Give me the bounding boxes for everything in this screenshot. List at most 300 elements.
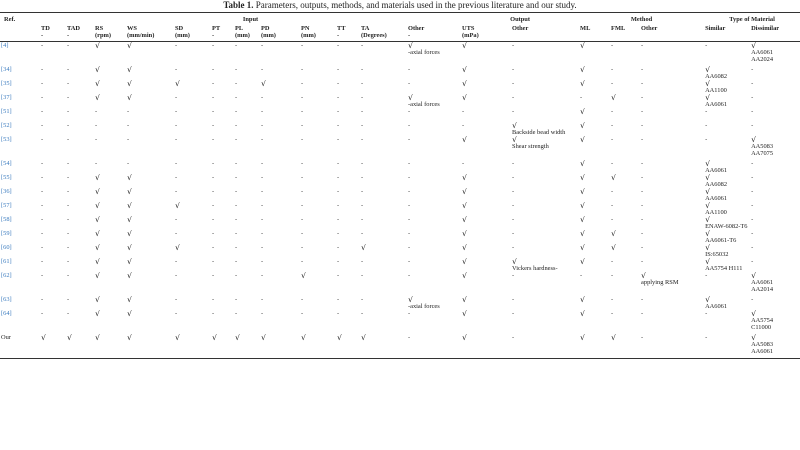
table-row	[0, 334, 800, 359]
table-row	[0, 174, 800, 188]
table-cell: √	[462, 230, 468, 238]
table-cell: -	[175, 66, 178, 73]
row-ref	[0, 80, 40, 94]
table-cell: -	[408, 122, 411, 129]
table-cell: -	[337, 136, 340, 143]
table-cell: -	[301, 188, 304, 195]
table-cell: -	[261, 230, 264, 237]
table-cell: -	[641, 136, 644, 143]
table-cell: -	[67, 80, 70, 87]
table-cell: -	[580, 272, 583, 279]
table-cell: √ AA6082	[705, 66, 728, 80]
table-cell: -	[705, 310, 708, 317]
table-cell: -	[67, 272, 70, 279]
table-cell: -	[408, 80, 411, 87]
reference-link[interactable]: [63]	[1, 296, 12, 303]
table-cell: √	[361, 244, 367, 252]
table-cell: -	[67, 174, 70, 181]
table-cell: -	[235, 80, 238, 87]
table-cell: √	[95, 216, 101, 224]
column-header	[94, 25, 126, 42]
table-cell: -	[705, 42, 708, 49]
table-cell: -	[408, 310, 411, 317]
table-cell: -	[512, 42, 515, 49]
table-cell: √ AA5754 C11000	[751, 310, 774, 331]
table-cell: -	[41, 202, 44, 209]
table-cell: -	[512, 216, 515, 223]
table-row	[0, 296, 800, 310]
table-cell: -	[611, 66, 614, 73]
table-cell: √	[95, 334, 101, 342]
table-cell: -	[408, 174, 411, 181]
column-header	[610, 25, 640, 42]
table-cell: √	[67, 334, 73, 342]
table-cell: √	[462, 66, 468, 74]
table-cell: -	[361, 42, 364, 49]
table-cell: -	[512, 80, 515, 87]
table-cell: √ Vickers hardness-	[512, 258, 558, 272]
table-cell: -	[611, 310, 614, 317]
table-cell: -	[41, 108, 44, 115]
table-cell: √ AA6061	[705, 160, 728, 174]
reference-link: Our	[1, 334, 11, 341]
column-header	[40, 25, 66, 42]
table-row	[0, 258, 800, 272]
table-cell: -	[235, 174, 238, 181]
column-header-label: TT	[337, 25, 346, 32]
table-cell: √	[580, 216, 586, 224]
column-header-label: PT	[212, 25, 221, 32]
table-cell: -	[41, 122, 44, 129]
table-row	[0, 244, 800, 258]
table-cell: -	[408, 66, 411, 73]
reference-link[interactable]: [58]	[1, 216, 12, 223]
table-cell: -	[41, 296, 44, 303]
table-cell: -	[408, 216, 411, 223]
table-cell: -	[261, 202, 264, 209]
reference-link[interactable]: [57]	[1, 202, 12, 209]
table-cell: -	[337, 310, 340, 317]
table-cell: √	[212, 334, 218, 342]
table-cell: -	[337, 42, 340, 49]
table-cell: -	[337, 160, 340, 167]
table-cell: -	[641, 216, 644, 223]
table-cell: -	[512, 188, 515, 195]
table-cell: -	[751, 94, 754, 101]
table-cell: -	[41, 244, 44, 251]
column-header-label: WS	[127, 25, 137, 32]
table-cell: -	[641, 160, 644, 167]
reference-link[interactable]: [51]	[1, 108, 12, 115]
table-cell: √	[580, 66, 586, 74]
table-cell: -	[462, 122, 465, 129]
table-cell: -	[301, 136, 304, 143]
row-ref	[0, 230, 40, 244]
table-cell: √ -axial forces	[408, 296, 440, 310]
table-cell: √	[580, 188, 586, 196]
table-cell: -	[301, 42, 304, 49]
table-cell: -	[175, 42, 178, 49]
table-cell: -	[408, 258, 411, 265]
table-cell: -	[67, 258, 70, 265]
table-cell: -	[301, 202, 304, 209]
table-cell: √	[175, 244, 181, 252]
table-cell: √	[95, 174, 101, 182]
table-cell: √	[175, 334, 181, 342]
table-cell: √	[462, 80, 468, 88]
table-cell: -	[361, 216, 364, 223]
table-cell: -	[751, 122, 754, 129]
table-cell: -	[361, 66, 364, 73]
column-header	[640, 25, 704, 42]
column-header-label: RS	[95, 25, 104, 32]
column-header-unit: -	[67, 32, 70, 39]
column-header-label: Other	[512, 25, 529, 32]
column-header-unit: (mPa)	[462, 32, 479, 39]
table-cell: √	[261, 80, 267, 88]
reference-link[interactable]: [60]	[1, 244, 12, 251]
column-header	[234, 25, 260, 42]
table-cell: -	[175, 272, 178, 279]
column-header-label: UTS	[462, 25, 475, 32]
table-cell: -	[641, 42, 644, 49]
table-cell: -	[361, 188, 364, 195]
table-cell: -	[301, 258, 304, 265]
table-cell: -	[641, 66, 644, 73]
table-cell: -	[705, 122, 708, 129]
table-cell: -	[41, 80, 44, 87]
column-header	[66, 25, 94, 42]
table-cell: -	[301, 216, 304, 223]
table-cell: -	[512, 244, 515, 251]
reference-link[interactable]: [37]	[1, 94, 12, 101]
table-cell: -	[41, 310, 44, 317]
column-header-unit: (mm)	[261, 32, 276, 39]
column-header-label: TAD	[67, 25, 81, 32]
table-cell: -	[212, 108, 215, 115]
header-output: Output	[510, 15, 530, 23]
table-cell: -	[751, 174, 754, 181]
table-cell: √ AA1100	[705, 80, 727, 94]
table-cell: -	[41, 160, 44, 167]
table-cell: -	[261, 42, 264, 49]
table-cell: -	[95, 108, 98, 115]
table-cell: -	[175, 174, 178, 181]
table-cell: -	[337, 94, 340, 101]
table-cell: -	[67, 160, 70, 167]
column-header-label: TD	[41, 25, 50, 32]
table-cell: -	[641, 258, 644, 265]
table-cell: √ AA6061 AA2014	[751, 272, 774, 293]
table-cell: -	[175, 160, 178, 167]
table-cell: -	[67, 216, 70, 223]
table-cell: -	[261, 216, 264, 223]
table-cell: -	[641, 244, 644, 251]
table-cell: -	[641, 174, 644, 181]
table-cell: -	[261, 174, 264, 181]
table-cell: -	[512, 272, 515, 279]
table-cell: √	[580, 230, 586, 238]
table-cell: -	[175, 188, 178, 195]
reference-link[interactable]: [55]	[1, 174, 12, 181]
table-cell: -	[175, 258, 178, 265]
row-ref	[0, 108, 40, 122]
table-cell: -	[235, 258, 238, 265]
table-cell: √	[462, 216, 468, 224]
table-cell: √	[337, 334, 343, 342]
table-cell: -	[361, 80, 364, 87]
column-header	[461, 25, 511, 42]
table-cell: -	[235, 122, 238, 129]
table-cell: -	[212, 310, 215, 317]
table-cell: √	[127, 230, 133, 238]
table-cell: -	[41, 272, 44, 279]
table-cell: √ AA5083 AA7075	[751, 136, 774, 157]
table-cell: √	[301, 272, 307, 280]
column-header	[407, 25, 461, 42]
table-cell: √ AA5754 H111	[705, 258, 743, 272]
table-row	[0, 216, 800, 230]
group-header-row	[0, 13, 800, 26]
table-cell: √	[580, 108, 586, 116]
table-cell: -	[235, 202, 238, 209]
table-cell: √	[175, 80, 181, 88]
table-cell: -	[751, 108, 754, 115]
column-header-unit: (mm)	[175, 32, 190, 39]
reference-link[interactable]: [36]	[1, 188, 12, 195]
table-cell: -	[235, 66, 238, 73]
reference-link[interactable]: [52]	[1, 122, 12, 129]
table-cell: √	[462, 174, 468, 182]
table-row	[0, 42, 800, 67]
table-cell: -	[67, 202, 70, 209]
table-cell: √	[127, 188, 133, 196]
table-cell: -	[301, 296, 304, 303]
table-cell: -	[512, 230, 515, 237]
row-ref	[0, 258, 40, 272]
table-cell: -	[212, 160, 215, 167]
table-cell: √	[95, 244, 101, 252]
table-cell: -	[611, 42, 614, 49]
column-header-unit: -	[337, 32, 340, 39]
table-cell: -	[41, 94, 44, 101]
header-method: Method	[630, 15, 653, 23]
table-cell: √	[127, 202, 133, 210]
reference-link[interactable]: [53]	[1, 136, 12, 143]
table-cell: √	[462, 188, 468, 196]
table-cell: √	[175, 202, 181, 210]
reference-link[interactable]: [35]	[1, 80, 12, 87]
table-cell: -	[512, 94, 515, 101]
table-cell: -	[301, 122, 304, 129]
reference-link[interactable]: [61]	[1, 258, 12, 265]
table-cell: -	[462, 160, 465, 167]
table-cell: -	[751, 258, 754, 265]
caption-text: Parameters, outputs, methods, and materials used in the previous literature and our study.	[255, 0, 577, 10]
table-cell: -	[611, 160, 614, 167]
column-header	[360, 25, 407, 42]
table-cell: -	[361, 108, 364, 115]
table-cell: -	[67, 188, 70, 195]
table-row	[0, 310, 800, 334]
table-cell: -	[212, 174, 215, 181]
table-cell: -	[337, 122, 340, 129]
table-cell: √ -axial forces	[408, 41, 440, 56]
column-header	[260, 25, 300, 42]
table-cell: √	[95, 94, 101, 102]
column-header-label: PN	[301, 25, 310, 32]
table-cell: -	[705, 334, 708, 341]
table-cell: -	[361, 94, 364, 101]
table-cell: -	[641, 310, 644, 317]
table-cell: -	[301, 230, 304, 237]
table-cell: -	[175, 296, 178, 303]
table-cell: -	[751, 244, 754, 251]
column-header	[126, 25, 174, 42]
column-header	[174, 25, 211, 42]
table-cell: -	[235, 42, 238, 49]
column-header-label: PD	[261, 25, 270, 32]
table-cell: -	[212, 272, 215, 279]
column-header	[336, 25, 360, 42]
table-row	[0, 188, 800, 202]
table-cell: -	[641, 296, 644, 303]
table-cell: -	[235, 188, 238, 195]
row-ref	[0, 188, 40, 202]
table-cell: √ AA5083 AA6061	[751, 334, 774, 355]
row-ref	[0, 244, 40, 258]
table-cell: √ Shear strength	[512, 136, 549, 150]
table-cell: -	[212, 80, 215, 87]
column-header-label: TA	[361, 25, 370, 32]
column-header-label: Dissimilar	[751, 25, 780, 32]
table-cell: √	[580, 244, 586, 252]
table-cell: √	[127, 310, 133, 318]
table-cell: -	[408, 244, 411, 251]
table-cell: -	[751, 296, 754, 303]
table-cell: -	[301, 244, 304, 251]
table-cell: -	[408, 202, 411, 209]
table-cell: √	[611, 334, 617, 342]
table-cell: -	[641, 230, 644, 237]
table-cell: -	[512, 66, 515, 73]
table-cell: -	[175, 310, 178, 317]
table-cell: -	[261, 244, 264, 251]
table-cell: -	[361, 160, 364, 167]
table-cell: -	[337, 174, 340, 181]
table-cell: -	[751, 66, 754, 73]
table-cell: -	[641, 202, 644, 209]
column-header-label: Similar	[705, 25, 726, 32]
table-cell: -	[641, 122, 644, 129]
reference-link[interactable]: [4]	[1, 42, 9, 49]
table-cell: -	[408, 272, 411, 279]
table-row	[0, 160, 800, 174]
column-header-label: PL	[235, 25, 244, 32]
table-cell: -	[512, 160, 515, 167]
row-ref	[0, 272, 40, 296]
table-cell: -	[301, 174, 304, 181]
table-cell: -	[408, 334, 411, 341]
column-header-label: Other	[408, 25, 425, 32]
table-cell: √	[361, 334, 367, 342]
table-cell: √	[95, 188, 101, 196]
table-cell: -	[512, 108, 515, 115]
table-row	[0, 108, 800, 122]
table-cell: -	[95, 136, 98, 143]
table-cell: √	[127, 258, 133, 266]
table-cell: -	[212, 202, 215, 209]
table-cell: -	[611, 122, 614, 129]
table-cell: -	[261, 188, 264, 195]
table-cell: √ Backside bead width	[512, 122, 566, 136]
table-cell: √	[580, 258, 586, 266]
table-cell: -	[261, 66, 264, 73]
table-body	[0, 42, 800, 359]
table-cell: -	[301, 80, 304, 87]
table-cell: -	[337, 202, 340, 209]
table-cell: √	[580, 296, 586, 304]
table-cell: -	[235, 136, 238, 143]
row-ref	[0, 136, 40, 160]
table-cell: -	[175, 216, 178, 223]
reference-link[interactable]: [59]	[1, 230, 12, 237]
table-cell: -	[67, 296, 70, 303]
row-ref	[0, 66, 40, 80]
table-cell: √	[611, 174, 617, 182]
table-cell: √	[462, 94, 468, 102]
table-row	[0, 202, 800, 216]
table-cell: -	[235, 230, 238, 237]
table-cell: √	[95, 66, 101, 74]
table-cell: -	[611, 258, 614, 265]
table-cell: -	[261, 136, 264, 143]
table-cell: -	[301, 160, 304, 167]
table-cell: √	[462, 296, 468, 304]
table-cell: -	[67, 230, 70, 237]
header-input: Input	[242, 15, 259, 23]
table-cell: -	[67, 108, 70, 115]
table-cell: -	[751, 230, 754, 237]
reference-link[interactable]: [64]	[1, 310, 12, 317]
table-cell: √	[611, 244, 617, 252]
table-cell: -	[41, 136, 44, 143]
table-cell: -	[212, 258, 215, 265]
table-cell: -	[361, 174, 364, 181]
column-header-unit: (Degrees)	[361, 32, 387, 39]
table-cell: √ IS:65032	[705, 244, 729, 258]
column-header-unit: (rpm)	[95, 32, 111, 39]
table-cell: √ AA6061-T6	[705, 230, 737, 244]
table-cell: √	[462, 334, 468, 342]
table-cell: -	[512, 174, 515, 181]
table-cell: -	[301, 310, 304, 317]
reference-link[interactable]: [54]	[1, 160, 12, 167]
table-cell: -	[235, 160, 238, 167]
column-header	[579, 25, 610, 42]
reference-link[interactable]: [62]	[1, 272, 12, 279]
table-cell: -	[261, 108, 264, 115]
table-cell: -	[512, 310, 515, 317]
table-row	[0, 272, 800, 296]
table-cell: -	[212, 296, 215, 303]
table-cell: -	[41, 216, 44, 223]
table-cell: √	[462, 136, 468, 144]
table-cell: √ -axial forces	[408, 94, 440, 108]
reference-link[interactable]: [34]	[1, 66, 12, 73]
table-cell: -	[408, 188, 411, 195]
table-cell: -	[611, 272, 614, 279]
